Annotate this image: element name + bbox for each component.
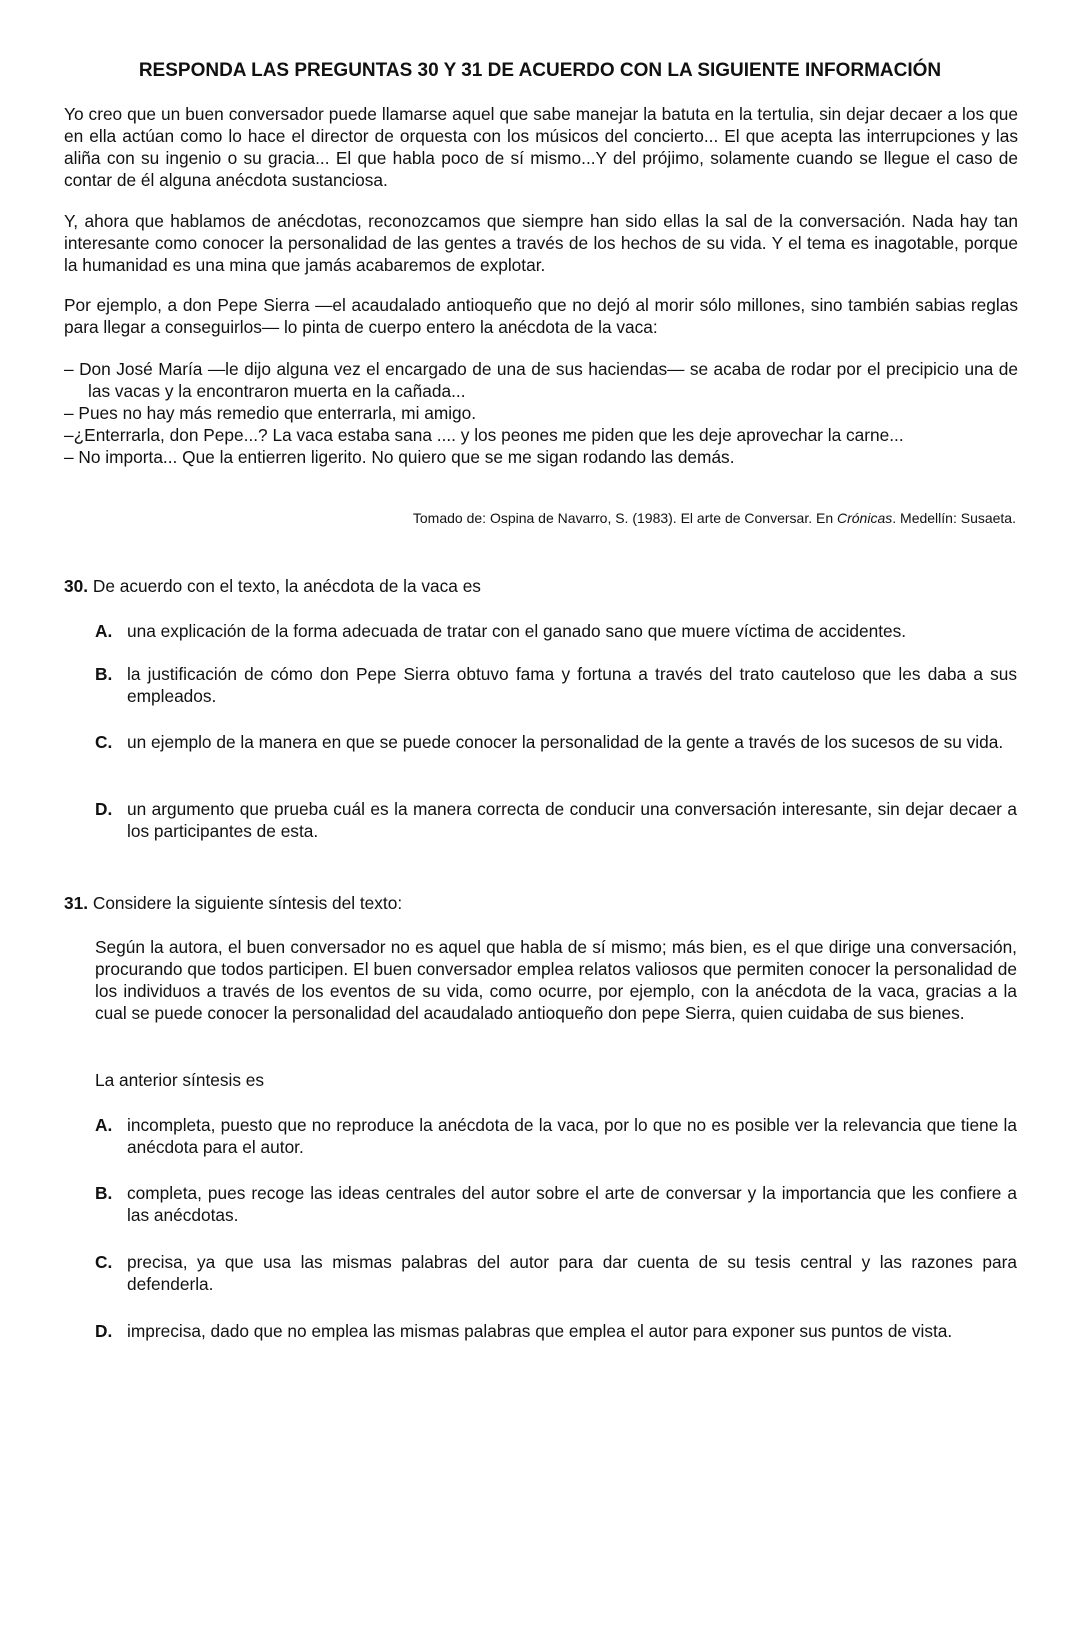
q31-option-c[interactable]: [95, 1251, 1017, 1295]
question-number: 31.: [64, 893, 89, 913]
citation-text: . Medellín: Susaeta.: [892, 510, 1016, 526]
q30-option-a[interactable]: [95, 620, 1017, 642]
q30-option-c[interactable]: [95, 731, 1017, 753]
option-text: una explicación de la forma adecuada de tratar con el ganado sano que muere víctima de accidentes.: [127, 621, 907, 641]
citation-book-title: Crónicas: [837, 510, 893, 526]
question-stem: De acuerdo con el texto, la anécdota de la vaca es: [88, 576, 481, 596]
option-text: completa, pues recoge las ideas centrales del autor sobre el arte de conversar y la importancia que les confiere a las anécdotas.: [127, 1183, 1017, 1225]
citation: [413, 510, 1016, 526]
option-letter: C.: [95, 1252, 113, 1272]
synthesis-text: Según la autora, el buen conversador no es aquel que habla de sí mismo; más bien, es el que dirige una conversación, procurando que todos participen. El buen conversador emplea relatos valiosos que permiten conocer la personalidad de los individuos a través de los eventos de su vida, como ocurre, por ejemplo, con la anécdota de la vaca, gracias a la cual se puede conocer la personalidad del acaudalado antioqueño don pepe Sierra, quien cuidaba de sus bienes.: [95, 937, 1017, 1023]
dialogue-line: –¿Enterrarla, don Pepe...? La vaca estaba sana .... y los peones me piden que les deje aprovechar la carne...: [64, 425, 904, 445]
q31-option-b[interactable]: [95, 1182, 1017, 1226]
paragraph-3: Por ejemplo, a don Pepe Sierra —el acaudalado antioqueño que no dejó al morir sólo millones, sino también sabias reglas para llegar a conseguirlos— lo pinta de cuerpo entero la anécdota de la vaca:: [64, 295, 1018, 337]
citation-text: Tomado de: Ospina de Navarro, S. (1983). El arte de Conversar. En: [412, 510, 837, 526]
option-letter: A.: [95, 1115, 113, 1135]
option-letter: A.: [95, 621, 113, 641]
question-stem: Considere la siguiente síntesis del texto:: [88, 893, 403, 913]
option-text: un ejemplo de la manera en que se puede conocer la personalidad de la gente a través de los sucesos de su vida.: [127, 732, 1004, 752]
option-text: la justificación de cómo don Pepe Sierra obtuvo fama y fortuna a través del trato cauteloso que les daba a sus empleados.: [127, 664, 1017, 706]
page-title: RESPONDA LAS PREGUNTAS 30 Y 31 DE ACUERDO CON LA SIGUIENTE INFORMACIÓN: [138, 60, 942, 81]
q30-option-d[interactable]: [95, 798, 1017, 842]
option-text: incompleta, puesto que no reproduce la anécdota de la vaca, por lo que no es posible ver la relevancia que tiene la anécdota para el autor.: [127, 1115, 1017, 1157]
synthesis-prompt: La anterior síntesis es: [95, 1070, 265, 1090]
option-letter: B.: [95, 664, 113, 684]
dialogue-line: – No importa... Que la entierren ligerito. No quiero que se me sigan rodando las demás.: [64, 447, 735, 467]
dialogue-line: – Don José María —le dijo alguna vez el encargado de una de sus haciendas— se acaba de rodar por el precipicio una de las vacas y la encontraron muerta en la cañada...: [64, 359, 1018, 401]
option-text: precisa, ya que usa las mismas palabras del autor para dar cuenta de su tesis central y las razones para defenderla.: [127, 1252, 1017, 1294]
q31-option-d[interactable]: [95, 1320, 1017, 1342]
option-letter: B.: [95, 1183, 113, 1203]
q30-option-b[interactable]: [95, 663, 1017, 707]
q31-option-a[interactable]: [95, 1114, 1017, 1158]
paragraph-1: Yo creo que un buen conversador puede llamarse aquel que sabe manejar la batuta en la tertulia, sin dejar decaer a los que en ella actúan como lo hace el director de orquesta con los músicos del concierto... El que acepta las interrupciones y las aliña con su ingenio o su gracia... El que habla poco de sí mismo...Y del prójimo, solamente cuando se llegue el caso de contar de él alguna anécdota sustanciosa.: [64, 104, 1018, 190]
dialogue: [64, 358, 1018, 468]
option-text: imprecisa, dado que no emplea las mismas palabras que emplea el autor para exponer sus puntos de vista.: [127, 1321, 953, 1341]
question-number: 30.: [64, 576, 89, 596]
option-text: un argumento que prueba cuál es la manera correcta de conducir una conversación interesante, sin dejar decaer a los participantes de esta.: [127, 799, 1017, 841]
dialogue-line: – Pues no hay más remedio que enterrarla, mi amigo.: [64, 403, 477, 423]
question-31: [64, 892, 402, 914]
option-letter: C.: [95, 732, 113, 752]
question-30: [64, 575, 481, 597]
option-letter: D.: [95, 1321, 113, 1341]
paragraph-2: Y, ahora que hablamos de anécdotas, reconozcamos que siempre han sido ellas la sal de la conversación. Nada hay tan interesante como conocer la personalidad de las gentes a través de los hechos de su vida. Y el tema es inagotable, porque la humanidad es una mina que jamás acabaremos de explotar.: [64, 211, 1018, 275]
option-letter: D.: [95, 799, 113, 819]
